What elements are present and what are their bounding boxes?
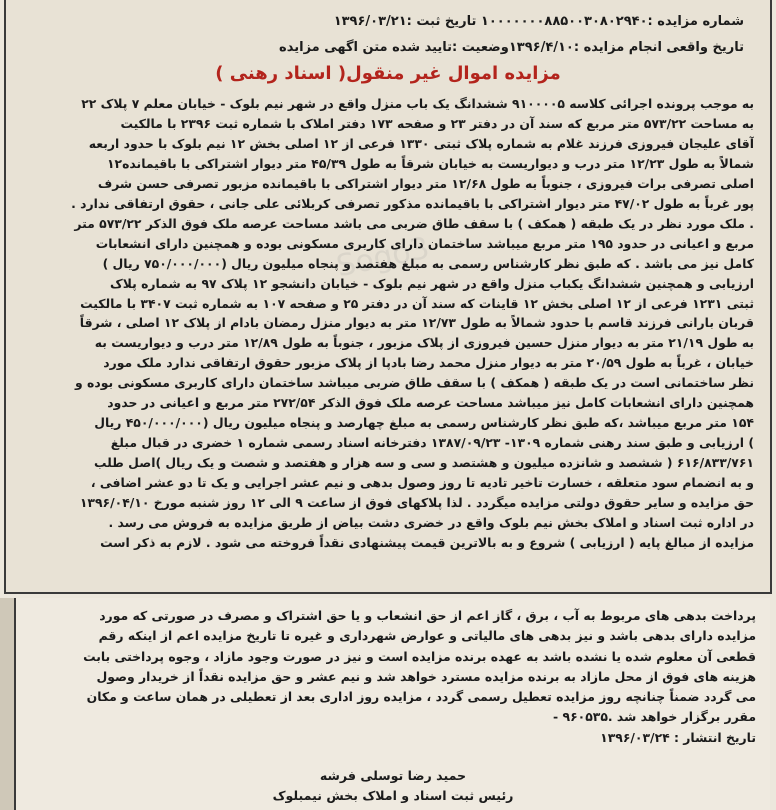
auction-notice-continuation (14, 598, 770, 810)
signatory-name: حمید رضا توسلی فرشه (319, 768, 467, 783)
body-line: نظر ساختمانی است در یک طبقه ( همکف ) با سقف طاق ضربی میباشد ساختمان دارای کاربری مسکونی بوده و (75, 375, 754, 391)
body-line: و به انضمام سود متعلقه ، خسارت تاخیر تادیه تا روز وصول بدهی و نیم عشر اجرایی و یک تا دو عشر اضافی ، (90, 475, 754, 491)
body-line: شمالاً به طول ۱۲/۲۳ متر درب و دیواریست به خیابان شرقاً به طول ۴۵/۳۹ متر دیوار اشتراکی با باقیمانده۱۲ (106, 155, 754, 171)
body-line: ) ارزیابی و طبق سند رهنی شماره ۱۳۰۹- ۱۳۸۷/۰۹/۲۳ دفترخانه اسناد رسمی شماره ۱ خضری در قبال مبلغ (110, 435, 754, 451)
continuation-line: مقرر برگزار خواهد شد .۹۶۰۵۳۵ - (553, 709, 756, 725)
body-line: قربان بارانی فرزند قاسم با حدود شمالاً به طول ۱۲/۷۳ متر به دیوار منزل رمضان بادام از پلاک ۱۲ اصلی ، شرقاً (79, 315, 754, 331)
body-line: به مساحت ۵۷۳/۲۲ متر مربع که سند آن در دفتر ۲۳ و صفحه ۱۷۳ دفتر املاک با شماره ثبت ۲۳۹۶ با مالکیت (120, 115, 754, 131)
notice-title: مزایده اموال غیر منقول( اسناد رهنی ) (215, 63, 561, 84)
body-line: ارزیابی و همچنین ششدانگ یکباب منزل واقع در شهر نیم بلوک - خیابان دانشجو ۱۲ پلاک ۹۷ به شماره پلاک (110, 275, 754, 291)
publish-date: تاریخ انتشار : ۱۳۹۶/۰۳/۲۴ (600, 729, 756, 745)
body-line: کامل نیز می باشد . که طبق نظر کارشناس رسمی به مبلغ هفتصد و پنجاه میلیون ریال (۷۵۰/۰۰۰/۰۰۰ ریال ) (102, 255, 754, 271)
auction-notice-main (4, 0, 772, 594)
body-line: آقای علیجان فیروزی فرزند غلام به شماره پلاک ثبتی ۱۳۳۰ فرعی از ۱۲ اصلی بخش ۱۲ نیم بلوک با حدود اربعه (88, 135, 754, 151)
body-line: همچنین دارای انشعابات کامل نیز میباشد مساحت عرصه ملک فوق الذکر ۲۷۲/۵۴ متر مربع و اعیانی در حدود (107, 395, 754, 411)
watermark-logo: Sogo3 (333, 230, 433, 285)
body-line: ثبتی ۱۲۳۱ فرعی از ۱۲ اصلی بخش ۱۲ قاینات که سند آن در دفتر ۲۵ و صفحه ۱۰۷ به شماره ثبت ۳۴۰۷ با مالکیت (80, 295, 754, 311)
body-line: . ملک مورد نظر در یک طبقه ( همکف ) با سقف طاق ضربی می باشد مساحت عرصه ملک فوق الذکر ۵۷۳/۲۲ متر (74, 215, 754, 231)
continuation-line: پرداخت بدهی های مربوط به آب ، برق ، گاز اعم از حق انشعاب و یا حق اشتراک و مصرف در صورتی که مورد (99, 608, 756, 623)
body-line: به طول ۲۱/۱۹ متر به دیوار منزل حسین فیروزی از پلاک مزبور ، جنوباً به طول ۱۲/۸۹ متر درب و دیواریست به (94, 335, 754, 351)
signatory-title: رئیس ثبت اسناد و املاک بخش نیمبلوک (272, 788, 514, 803)
continuation-body (26, 606, 756, 748)
continuation-line: می گردد ضمناً چنانچه روز مزایده تعطیل رسمی گردد ، مزایده روز اداری بعد از تعطیلی در همان ساعت و مکان (86, 689, 756, 705)
continuation-line: قطعی آن معلوم شده یا نشده باشد به عهده برنده مزایده است و نیز در صورت وجود مازاد ، وجوه پرداختی بابت (83, 648, 756, 664)
auction-number-line: شماره مزایده :۱۰۰۰۰۰۰۰۸۸۵۰۰۳۰۸۰۲۹۴۰ تاریخ ثبت :۱۳۹۶/۰۳/۲۱ (333, 14, 744, 29)
body-line: حق مزایده و سایر حقوق دولتی مزایده میگردد . لذا پلاکهای فوق از ساعت ۹ الی ۱۲ روز شنبه مورخ ۱۳۹۶/۰۴/۱۰ (79, 495, 754, 511)
body-line: خیابان ، غرباً به طول ۲۰/۵۹ متر به دیوار منزل محمد رضا بادپا از پلاک مزبور حقوق ارتفاقی ندارد ملک مورد (103, 355, 754, 371)
body-line: پور غرباً به طول ۴۷/۰۲ متر دیوار اشتراکی با باقیمانده مذکور تصرفی کربلائی علی جانی ، حقوق ارتفاقی ندارد . (71, 195, 754, 211)
continuation-line: مزایده دارای بدهی باشد و نیز بدهی های مالیاتی و عوارض شهرداری و غیره تا تاریخ مزایده اعم از اینکه رقم (98, 628, 756, 644)
body-line: در اداره ثبت اسناد و املاک بخش نیم بلوک واقع در خضری دشت بیاض از طریق مزایده به فروش می رسد . (108, 515, 754, 531)
body-line: ۱۵۴ متر مربع میباشد ،که طبق نظر کارشناس رسمی به مبلغ چهارصد و پنجاه میلیون ریال (۴۵۰/۰۰۰/۰۰۰ ریال (94, 415, 754, 431)
notice-body (20, 94, 754, 553)
body-line: اصلی تصرفی برات فیروزی ، جنوباً به طول ۱۲/۶۸ متر دیوار اشتراکی با باقیمانده مزبور تصرفی حسن شرف (97, 175, 754, 191)
body-line: مزایده از مبالغ پایه ( ارزیابی ) شروع و به بالاترین قیمت پیشنهادی نقداً فروخته می شود . لازم به ذکر است (100, 534, 754, 550)
continuation-line: هزینه های فوق از محل مازاد به برنده مزایده مسترد خواهد شد و نیم عشر و حق مزایده نقداً از خریدار وصول (96, 668, 756, 684)
body-line: به موجب پرونده اجرائی کلاسه ۹۱۰۰۰۰۵ ششدانگ یک باب منزل واقع در شهر نیم بلوک - خیابان معلم ۷ پلاک ۲۲ (81, 96, 754, 111)
body-line: ۶۱۶/۸۳۳/۷۶۱ ( ششصد و شانزده میلیون و هشتصد و سی و سه هزار و هفتصد و شصت و یک ریال )اصل طلب (94, 455, 754, 471)
auction-date-line: تاریخ واقعی انجام مزایده :۱۳۹۶/۴/۱۰وضعیت :تایید شده متن اگهی مزایده (279, 40, 744, 55)
clipping-edge (0, 598, 14, 810)
body-line: مربع و اعیانی در حدود ۱۹۵ متر مربع میباشد ساختمان دارای کاربری مسکونی بوده و همچنین دارای انشعابات (95, 235, 754, 251)
